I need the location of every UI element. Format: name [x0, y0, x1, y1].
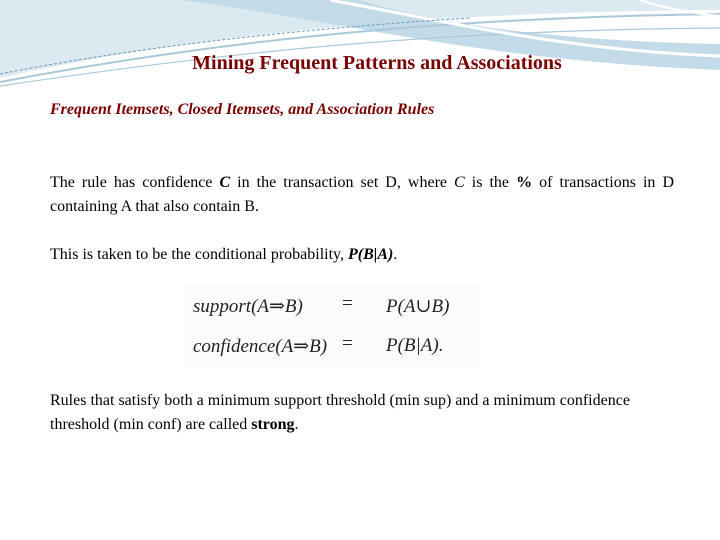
p1-text-1: The rule has confidence: [50, 174, 220, 191]
confidence-args: (A⇒B): [275, 336, 328, 357]
conditional-probability-paragraph: [50, 243, 674, 267]
p1-confidence-symbol: C: [219, 174, 231, 191]
p2-text-2: .: [393, 246, 398, 263]
strong-rules-paragraph: [50, 389, 674, 437]
p1-text-3: is the: [464, 174, 517, 191]
confidence-equals: =: [342, 333, 353, 354]
p3-strong-term: strong: [251, 416, 295, 433]
p1-percent-symbol: %: [516, 174, 533, 191]
confidence-word: confidence: [193, 336, 276, 357]
support-args: (A⇒B): [251, 296, 303, 317]
support-equals: =: [342, 293, 353, 314]
p2-conditional-probability: P(B|A): [348, 246, 394, 263]
p3-text-2: .: [294, 416, 299, 433]
p1-text-2: in the transaction set D, where: [230, 174, 455, 191]
formula-image: [185, 285, 479, 368]
p3-text-1: Rules that satisfy both a minimum support threshold (min sup) and a minimum confidence threshold (min conf) are called: [50, 392, 630, 433]
support-formula: [185, 291, 479, 325]
confidence-rhs: P(B|A).: [386, 335, 444, 356]
p1-text-4: of transactions in D containing A that also contain B.: [50, 174, 675, 215]
slide-title: Mining Frequent Patterns and Associations: [192, 52, 562, 74]
slide-subtitle: Frequent Itemsets, Closed Itemsets, and Association Rules: [50, 101, 435, 118]
support-word: support: [193, 296, 252, 317]
p1-confidence-symbol-2: C: [454, 174, 465, 191]
header-swoosh-decoration: [0, 0, 720, 90]
p2-text-1: This is taken to be the conditional probability,: [50, 246, 349, 263]
support-rhs: P(A∪B): [386, 296, 450, 317]
confidence-formula: [185, 331, 479, 365]
confidence-definition-paragraph: [50, 171, 674, 219]
